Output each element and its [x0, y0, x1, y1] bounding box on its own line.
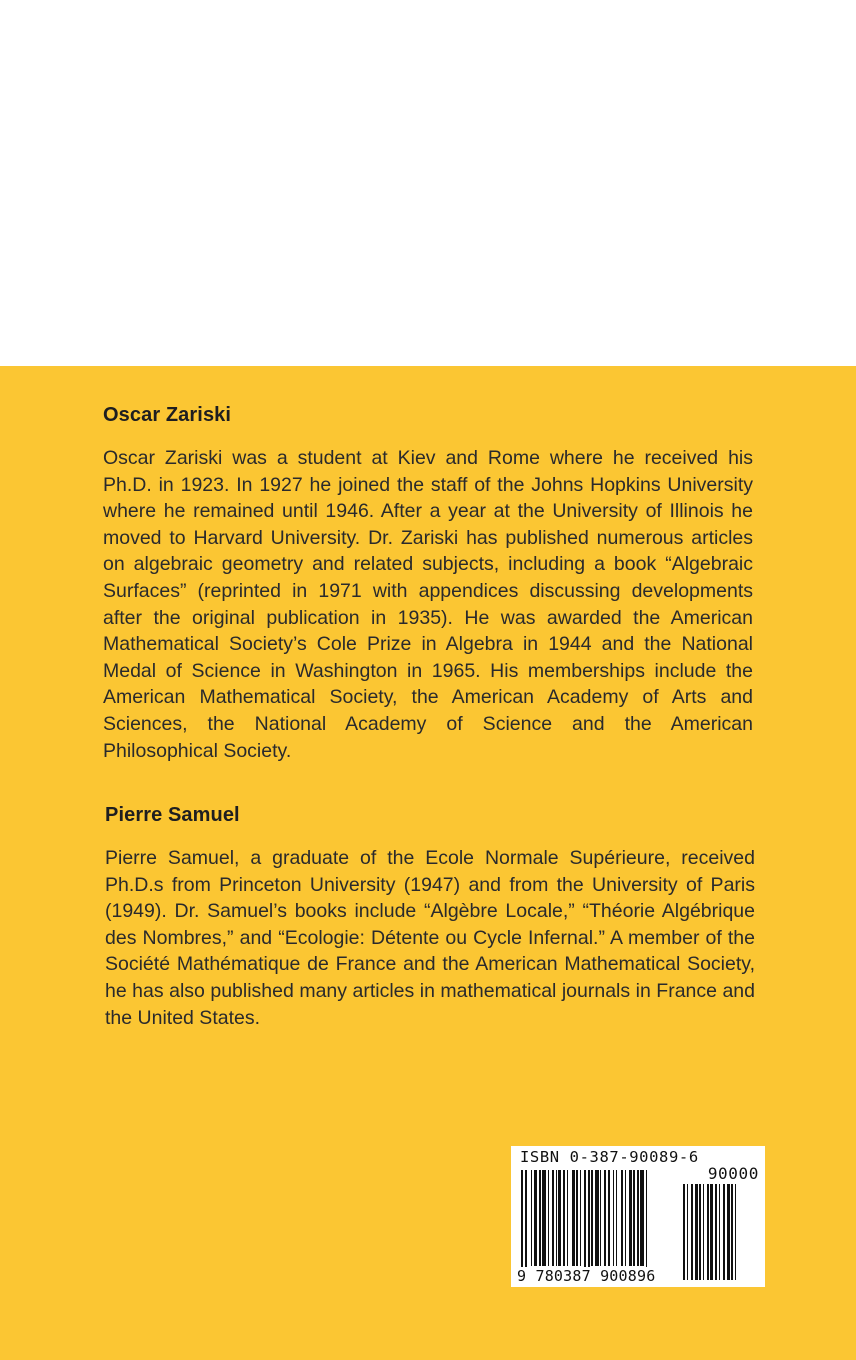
author-biography: Pierre Samuel, a graduate of the Ecole Normale Supérieure, received Ph.D.s from Princeton University (1947) and from the University of Paris (1949). Dr. Samuel’s books include “Algèbre Locale,” “Théorie Algébrique des Nombres,” and “Ecologie: Détente ou Cycle Infernal.” A member of the Société Mathématique de France and the American Mathematical Society, he has also published many articles in mathematical journals in France and the United States. — [105, 847, 755, 1029]
barcode-stripe — [591, 1170, 593, 1266]
isbn-label: ISBN 0-387-90089-6 — [520, 1148, 699, 1166]
barcode-stripe — [695, 1184, 698, 1280]
author-name: Oscar Zariski — [103, 404, 232, 426]
author-biography: Oscar Zariski was a student at Kiev and Rome where he received his Ph.D. in 1923. In 1927 he joined the staff of the Johns Hopkins University where he remained until 1946. After a year at the University of Illinois he moved to Harvard University. Dr. Zariski has published numerous articles on algebraic geometry and related subjects, including a book “Algebraic Surfaces” (reprinted in 1971 with appendices discussing developments after the original publication in 1935). He was awarded the American Mathematical Society’s Cole Prize in Algebra in 1944 and the National Medal of Science in Washington in 1965. His memberships include the American Mathematical Society, the American Academy of Arts and Sciences, the National Academy of Science and the American Philosophical Society. — [103, 447, 753, 762]
barcode-stripe — [715, 1184, 717, 1280]
price-code: 90000 — [707, 1164, 759, 1183]
barcode-stripe — [539, 1170, 541, 1266]
barcode-stripe — [604, 1170, 606, 1266]
barcode-stripe — [691, 1184, 693, 1280]
barcode-stripe — [563, 1170, 565, 1266]
barcode-stripe — [558, 1170, 561, 1266]
barcode-stripe — [707, 1184, 709, 1280]
barcode-stripe — [556, 1170, 557, 1266]
barcode-stripe — [572, 1170, 575, 1266]
barcode-stripe — [531, 1170, 532, 1266]
barcode-stripe — [633, 1170, 635, 1266]
barcode-stripe — [719, 1184, 720, 1280]
barcode-stripe — [640, 1170, 644, 1266]
barcode-stripe — [699, 1184, 701, 1280]
barcode-stripe — [683, 1184, 685, 1280]
barcode-stripe — [542, 1170, 546, 1266]
barcode-stripe — [687, 1184, 688, 1280]
barcode-stripe — [727, 1184, 730, 1280]
barcode-stripe — [703, 1184, 704, 1280]
barcode-stripe — [613, 1170, 614, 1266]
addon-bars — [683, 1184, 759, 1282]
barcode-stripe — [731, 1184, 733, 1280]
barcode-stripe — [567, 1170, 568, 1266]
barcode-stripe — [552, 1170, 554, 1266]
barcode-stripe — [621, 1170, 623, 1266]
barcode-stripe — [625, 1170, 626, 1266]
isbn-barcode — [511, 1146, 765, 1287]
barcode-stripe — [600, 1170, 601, 1266]
barcode-stripe — [608, 1170, 610, 1266]
barcode-stripe — [595, 1170, 599, 1266]
barcode-stripe — [646, 1170, 647, 1276]
barcode-stripe — [629, 1170, 632, 1266]
ean-digits: 9 780387 900896 — [517, 1267, 656, 1285]
barcode-stripe — [525, 1170, 527, 1276]
barcode-stripe — [580, 1170, 581, 1266]
barcode-stripe — [521, 1170, 523, 1276]
barcode-stripe — [576, 1170, 578, 1266]
barcode-stripe — [637, 1170, 639, 1266]
barcode-stripe — [548, 1170, 549, 1266]
author-bio-samuel — [105, 804, 755, 1031]
barcode-stripe — [710, 1184, 713, 1280]
ean-bars — [521, 1170, 679, 1282]
author-bio-zariski — [103, 404, 753, 764]
barcode-stripe — [584, 1170, 586, 1276]
barcode-stripe — [723, 1184, 725, 1280]
barcode-stripe — [616, 1170, 617, 1266]
blank-top-area — [0, 0, 856, 366]
author-name: Pierre Samuel — [105, 804, 240, 826]
barcode-stripe — [735, 1184, 736, 1280]
barcode-stripe — [534, 1170, 537, 1266]
barcode-stripe — [588, 1170, 590, 1276]
